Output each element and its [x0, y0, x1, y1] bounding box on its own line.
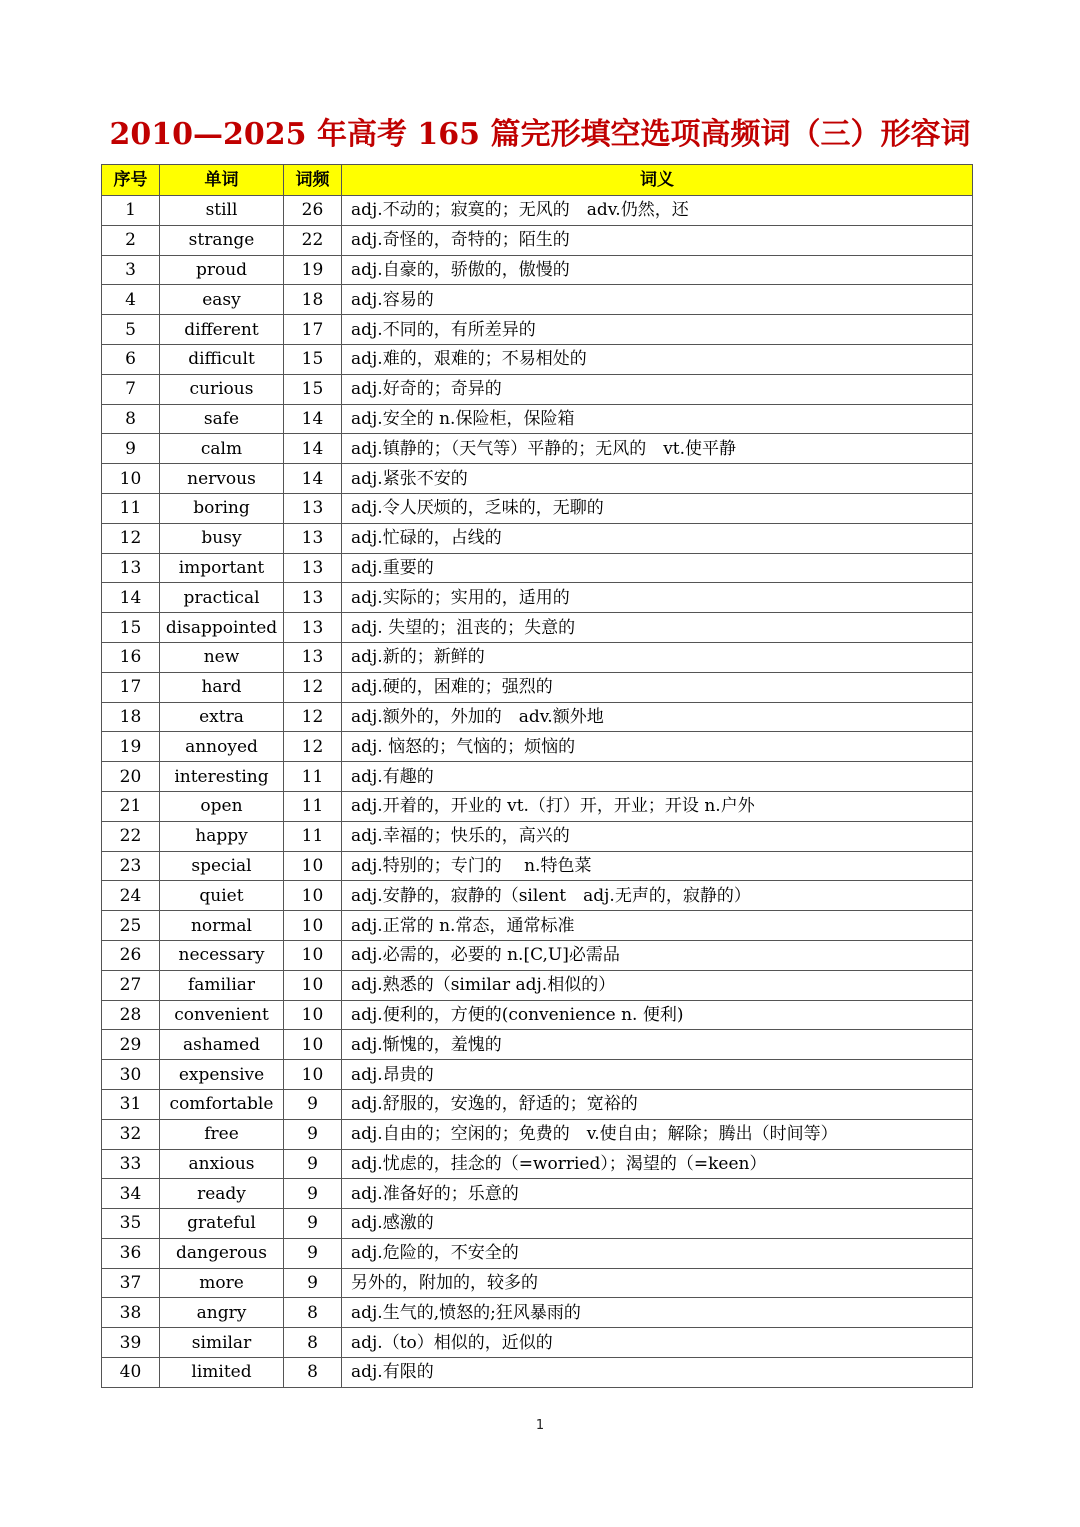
row-word: necessary — [160, 940, 284, 970]
row-number: 15 — [102, 613, 160, 643]
row-word: safe — [160, 404, 284, 434]
row-meaning: adj.忧虑的，挂念的（=worried）；渴望的（=keen） — [342, 1149, 973, 1179]
row-frequency: 19 — [284, 255, 342, 285]
row-number: 26 — [102, 940, 160, 970]
table-row — [102, 1298, 973, 1328]
header-number: 序号 — [102, 165, 160, 196]
row-frequency: 10 — [284, 1030, 342, 1060]
row-word: happy — [160, 821, 284, 851]
row-number: 36 — [102, 1238, 160, 1268]
row-meaning: adj.实际的；实用的，适用的 — [342, 583, 973, 613]
row-frequency: 14 — [284, 404, 342, 434]
row-frequency: 12 — [284, 672, 342, 702]
row-meaning: adj.好奇的；奇异的 — [342, 374, 973, 404]
row-frequency: 13 — [284, 613, 342, 643]
row-meaning: adj.奇怪的，奇特的；陌生的 — [342, 225, 973, 255]
row-frequency: 13 — [284, 583, 342, 613]
row-frequency: 10 — [284, 881, 342, 911]
row-frequency: 15 — [284, 344, 342, 374]
row-number: 37 — [102, 1268, 160, 1298]
row-meaning: adj.幸福的；快乐的，高兴的 — [342, 821, 973, 851]
row-meaning: adj.额外的，外加的 adv.额外地 — [342, 702, 973, 732]
row-meaning: adj.忙碌的，占线的 — [342, 523, 973, 553]
table-row — [102, 613, 973, 643]
row-frequency: 9 — [284, 1268, 342, 1298]
row-word: anxious — [160, 1149, 284, 1179]
row-meaning: adj.自豪的，骄傲的，傲慢的 — [342, 255, 973, 285]
row-meaning: adj.镇静的；（天气等）平静的；无风的 vt.使平静 — [342, 434, 973, 464]
vocabulary-table — [101, 164, 973, 1388]
row-word: angry — [160, 1298, 284, 1328]
row-number: 7 — [102, 374, 160, 404]
row-number: 11 — [102, 493, 160, 523]
row-frequency: 8 — [284, 1328, 342, 1358]
row-meaning: adj.熟悉的（similar adj.相似的） — [342, 970, 973, 1000]
table-row — [102, 1060, 973, 1090]
row-frequency: 13 — [284, 523, 342, 553]
table-row — [102, 464, 973, 494]
table-row — [102, 1030, 973, 1060]
row-meaning: adj.感激的 — [342, 1209, 973, 1239]
page-title: 2010—2025 年高考 165 篇完形填空选项高频词（三）形容词 — [109, 117, 971, 152]
row-number: 27 — [102, 970, 160, 1000]
row-word: curious — [160, 374, 284, 404]
row-number: 2 — [102, 225, 160, 255]
row-meaning: adj.昂贵的 — [342, 1060, 973, 1090]
row-frequency: 26 — [284, 196, 342, 226]
row-frequency: 9 — [284, 1119, 342, 1149]
row-word: busy — [160, 523, 284, 553]
table-row — [102, 493, 973, 523]
row-frequency: 15 — [284, 374, 342, 404]
row-frequency: 9 — [284, 1149, 342, 1179]
row-meaning: adj.舒服的，安逸的，舒适的；宽裕的 — [342, 1089, 973, 1119]
row-meaning: adj.有限的 — [342, 1358, 973, 1388]
row-frequency: 17 — [284, 315, 342, 345]
table-row — [102, 940, 973, 970]
header-word: 单词 — [160, 165, 284, 196]
row-word: annoyed — [160, 732, 284, 762]
row-number: 24 — [102, 881, 160, 911]
row-meaning: adj.准备好的；乐意的 — [342, 1179, 973, 1209]
table-row — [102, 881, 973, 911]
row-word: still — [160, 196, 284, 226]
row-meaning: adj.特别的；专门的 n.特色菜 — [342, 851, 973, 881]
row-frequency: 10 — [284, 940, 342, 970]
row-frequency: 10 — [284, 1000, 342, 1030]
row-frequency: 10 — [284, 970, 342, 1000]
row-word: nervous — [160, 464, 284, 494]
row-meaning: adj. 恼怒的；气恼的；烦恼的 — [342, 732, 973, 762]
table-row — [102, 1209, 973, 1239]
table-row — [102, 762, 973, 792]
row-number: 10 — [102, 464, 160, 494]
row-meaning: adj.容易的 — [342, 285, 973, 315]
row-word: special — [160, 851, 284, 881]
row-word: important — [160, 553, 284, 583]
table-row — [102, 642, 973, 672]
row-meaning: adj.便利的，方便的(convenience n. 便利) — [342, 1000, 973, 1030]
row-number: 4 — [102, 285, 160, 315]
row-number: 19 — [102, 732, 160, 762]
table-body — [102, 196, 973, 1388]
table-row — [102, 1179, 973, 1209]
table-row — [102, 583, 973, 613]
row-frequency: 14 — [284, 434, 342, 464]
row-frequency: 13 — [284, 493, 342, 523]
table-row — [102, 1119, 973, 1149]
table-row — [102, 285, 973, 315]
row-word: limited — [160, 1358, 284, 1388]
row-frequency: 13 — [284, 553, 342, 583]
table-row — [102, 672, 973, 702]
row-number: 28 — [102, 1000, 160, 1030]
row-number: 13 — [102, 553, 160, 583]
row-number: 25 — [102, 911, 160, 941]
row-word: similar — [160, 1328, 284, 1358]
row-number: 34 — [102, 1179, 160, 1209]
row-word: normal — [160, 911, 284, 941]
row-word: difficult — [160, 344, 284, 374]
row-frequency: 10 — [284, 911, 342, 941]
row-word: practical — [160, 583, 284, 613]
table-row — [102, 851, 973, 881]
table-row — [102, 1268, 973, 1298]
table-row — [102, 702, 973, 732]
header-frequency: 词频 — [284, 165, 342, 196]
row-word: hard — [160, 672, 284, 702]
row-number: 14 — [102, 583, 160, 613]
row-number: 22 — [102, 821, 160, 851]
table-row — [102, 404, 973, 434]
row-number: 39 — [102, 1328, 160, 1358]
row-number: 32 — [102, 1119, 160, 1149]
table-row — [102, 1089, 973, 1119]
row-frequency: 8 — [284, 1298, 342, 1328]
row-number: 6 — [102, 344, 160, 374]
row-meaning: adj.不动的；寂寞的；无风的 adv.仍然，还 — [342, 196, 973, 226]
row-word: new — [160, 642, 284, 672]
row-meaning: adj.新的；新鲜的 — [342, 642, 973, 672]
row-word: open — [160, 791, 284, 821]
row-number: 29 — [102, 1030, 160, 1060]
row-number: 38 — [102, 1298, 160, 1328]
row-meaning: adj.正常的 n.常态，通常标准 — [342, 911, 973, 941]
row-number: 16 — [102, 642, 160, 672]
table-row — [102, 911, 973, 941]
row-number: 33 — [102, 1149, 160, 1179]
row-frequency: 12 — [284, 702, 342, 732]
row-meaning: adj.难的，艰难的；不易相处的 — [342, 344, 973, 374]
row-number: 35 — [102, 1209, 160, 1239]
row-number: 31 — [102, 1089, 160, 1119]
row-word: ready — [160, 1179, 284, 1209]
row-number: 3 — [102, 255, 160, 285]
row-meaning: adj.有趣的 — [342, 762, 973, 792]
row-frequency: 9 — [284, 1209, 342, 1239]
row-word: extra — [160, 702, 284, 732]
row-frequency: 14 — [284, 464, 342, 494]
row-number: 18 — [102, 702, 160, 732]
table-row — [102, 1000, 973, 1030]
row-meaning: adj.硬的，困难的；强烈的 — [342, 672, 973, 702]
row-word: interesting — [160, 762, 284, 792]
row-word: ashamed — [160, 1030, 284, 1060]
row-number: 17 — [102, 672, 160, 702]
table-header-row — [102, 165, 973, 196]
table-row — [102, 196, 973, 226]
page-number: 1 — [535, 1418, 545, 1433]
row-frequency: 11 — [284, 791, 342, 821]
row-meaning: adj.生气的,愤怒的;狂风暴雨的 — [342, 1298, 973, 1328]
table-row — [102, 821, 973, 851]
row-word: disappointed — [160, 613, 284, 643]
row-frequency: 9 — [284, 1089, 342, 1119]
table-row — [102, 434, 973, 464]
row-word: free — [160, 1119, 284, 1149]
table-row — [102, 315, 973, 345]
table-row — [102, 523, 973, 553]
row-frequency: 18 — [284, 285, 342, 315]
row-number: 8 — [102, 404, 160, 434]
table-row — [102, 1238, 973, 1268]
table-row — [102, 1149, 973, 1179]
row-word: easy — [160, 285, 284, 315]
row-word: familiar — [160, 970, 284, 1000]
row-frequency: 22 — [284, 225, 342, 255]
row-word: more — [160, 1268, 284, 1298]
row-frequency: 11 — [284, 821, 342, 851]
row-word: grateful — [160, 1209, 284, 1239]
table-row — [102, 225, 973, 255]
row-word: quiet — [160, 881, 284, 911]
row-meaning: adj.重要的 — [342, 553, 973, 583]
row-meaning: adj.自由的；空闲的；免费的 v.使自由；解除；腾出（时间等） — [342, 1119, 973, 1149]
row-number: 12 — [102, 523, 160, 553]
row-frequency: 9 — [284, 1238, 342, 1268]
table-row — [102, 374, 973, 404]
row-word: calm — [160, 434, 284, 464]
row-meaning: adj.安静的，寂静的（silent adj.无声的，寂静的） — [342, 881, 973, 911]
header-meaning: 词义 — [342, 165, 973, 196]
row-meaning: adj.危险的，不安全的 — [342, 1238, 973, 1268]
row-meaning: adj.令人厌烦的，乏味的，无聊的 — [342, 493, 973, 523]
table-row — [102, 732, 973, 762]
row-word: different — [160, 315, 284, 345]
row-word: dangerous — [160, 1238, 284, 1268]
row-meaning: adj.开着的，开业的 vt.（打）开，开业；开设 n.户外 — [342, 791, 973, 821]
row-word: comfortable — [160, 1089, 284, 1119]
table-row — [102, 553, 973, 583]
row-word: proud — [160, 255, 284, 285]
row-word: convenient — [160, 1000, 284, 1030]
row-number: 20 — [102, 762, 160, 792]
row-frequency: 13 — [284, 642, 342, 672]
table-row — [102, 1328, 973, 1358]
row-meaning: adj.必需的，必要的 n.[C,U]必需品 — [342, 940, 973, 970]
row-meaning: adj. 失望的；沮丧的；失意的 — [342, 613, 973, 643]
table-row — [102, 344, 973, 374]
row-meaning: adj.紧张不安的 — [342, 464, 973, 494]
row-number: 5 — [102, 315, 160, 345]
row-frequency: 10 — [284, 1060, 342, 1090]
row-frequency: 12 — [284, 732, 342, 762]
row-word: expensive — [160, 1060, 284, 1090]
table-row — [102, 1358, 973, 1388]
row-frequency: 10 — [284, 851, 342, 881]
row-frequency: 8 — [284, 1358, 342, 1388]
row-meaning: 另外的，附加的，较多的 — [342, 1268, 973, 1298]
row-number: 40 — [102, 1358, 160, 1388]
row-meaning: adj.惭愧的，羞愧的 — [342, 1030, 973, 1060]
row-word: strange — [160, 225, 284, 255]
row-number: 30 — [102, 1060, 160, 1090]
row-meaning: adj.（to）相似的，近似的 — [342, 1328, 973, 1358]
row-number: 1 — [102, 196, 160, 226]
table-row — [102, 255, 973, 285]
row-frequency: 9 — [284, 1179, 342, 1209]
row-meaning: adj.不同的，有所差异的 — [342, 315, 973, 345]
table-row — [102, 970, 973, 1000]
row-number: 21 — [102, 791, 160, 821]
row-frequency: 11 — [284, 762, 342, 792]
row-word: boring — [160, 493, 284, 523]
table-row — [102, 791, 973, 821]
row-number: 23 — [102, 851, 160, 881]
row-number: 9 — [102, 434, 160, 464]
row-meaning: adj.安全的 n.保险柜，保险箱 — [342, 404, 973, 434]
